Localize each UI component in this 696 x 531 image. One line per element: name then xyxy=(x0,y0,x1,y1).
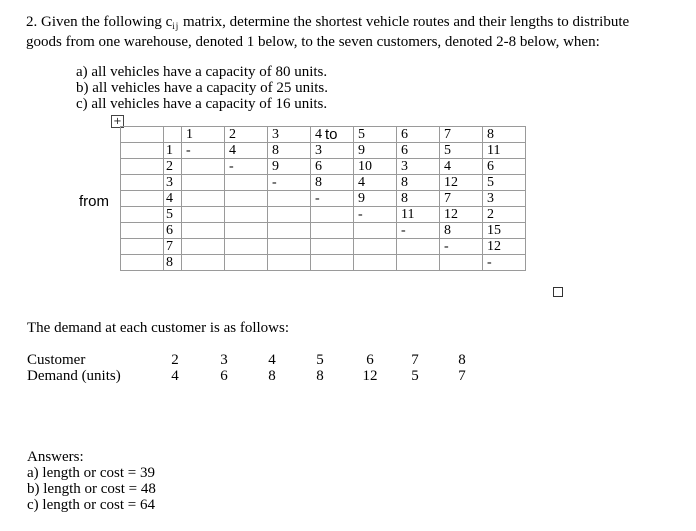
matrix-cell xyxy=(440,255,483,271)
table-move-handle-icon[interactable]: + xyxy=(111,115,124,128)
row-label: 4 xyxy=(164,191,182,207)
matrix-cell xyxy=(354,223,397,239)
matrix-cell xyxy=(311,223,354,239)
answer-b: b) length or cost = 48 xyxy=(27,481,156,497)
row-label: 2 xyxy=(164,159,182,175)
matrix-cell xyxy=(354,239,397,255)
matrix-cell: 3 xyxy=(311,143,354,159)
customer-value: 4 xyxy=(268,352,276,368)
matrix-corner-cell-2 xyxy=(164,127,182,143)
matrix-cell xyxy=(311,255,354,271)
answer-c: c) length or cost = 64 xyxy=(27,497,156,513)
matrix-row xyxy=(121,191,526,207)
answer-a: a) length or cost = 39 xyxy=(27,465,156,481)
customer-value: 2 xyxy=(171,352,179,368)
col-header-4: 4 xyxy=(311,127,354,143)
answers-title: Answers: xyxy=(27,449,84,465)
matrix-cell: 6 xyxy=(397,143,440,159)
row-label: 3 xyxy=(164,175,182,191)
matrix-cell xyxy=(182,223,225,239)
matrix-cell: 8 xyxy=(268,143,311,159)
matrix-row-spacer xyxy=(121,159,164,175)
matrix-cell: 3 xyxy=(397,159,440,175)
matrix-cell xyxy=(225,207,268,223)
matrix-cell xyxy=(268,239,311,255)
matrix-cell: 12 xyxy=(483,239,526,255)
matrix-cell: 11 xyxy=(483,143,526,159)
matrix-cell: 8 xyxy=(311,175,354,191)
option-c: c) all vehicles have a capacity of 16 units. xyxy=(76,96,328,112)
matrix-cell: - xyxy=(483,255,526,271)
matrix-cell xyxy=(225,175,268,191)
row-label: 8 xyxy=(164,255,182,271)
matrix-row-spacer xyxy=(121,191,164,207)
matrix-cell: 3 xyxy=(483,191,526,207)
matrix-cell: 8 xyxy=(397,191,440,207)
demand-value: 5 xyxy=(411,368,419,384)
matrix-cell xyxy=(182,159,225,175)
matrix-row xyxy=(121,143,526,159)
matrix-cell xyxy=(268,207,311,223)
demand-value: 8 xyxy=(316,368,324,384)
matrix-row xyxy=(121,255,526,271)
matrix-cell: - xyxy=(268,175,311,191)
question-text xyxy=(26,14,666,50)
demand-value: 8 xyxy=(268,368,276,384)
matrix-cell: - xyxy=(311,191,354,207)
matrix-cell xyxy=(182,255,225,271)
matrix-cell xyxy=(268,191,311,207)
matrix-cell: 4 xyxy=(354,175,397,191)
matrix-cell: 6 xyxy=(311,159,354,175)
matrix-cell: 8 xyxy=(440,223,483,239)
matrix-row-spacer xyxy=(121,239,164,255)
matrix-cell: 2 xyxy=(483,207,526,223)
matrix-cell: 6 xyxy=(483,159,526,175)
matrix-cell xyxy=(182,239,225,255)
col-header-2: 2 xyxy=(225,127,268,143)
matrix-cell: 8 xyxy=(397,175,440,191)
demand-label: Demand (units) xyxy=(27,368,121,384)
matrix-cell: - xyxy=(225,159,268,175)
row-label: 7 xyxy=(164,239,182,255)
option-b: b) all vehicles have a capacity of 25 units. xyxy=(76,80,328,96)
col-header-5: 5 xyxy=(354,127,397,143)
question-prefix: 2. Given the following xyxy=(26,14,166,30)
matrix-cell: 9 xyxy=(354,191,397,207)
matrix-cell: 12 xyxy=(440,175,483,191)
row-label: 1 xyxy=(164,143,182,159)
matrix-cell xyxy=(225,255,268,271)
demand-intro: The demand at each customer is as follows: xyxy=(27,320,290,336)
matrix-cell: 9 xyxy=(268,159,311,175)
demand-value: 4 xyxy=(171,368,179,384)
matrix-cell: - xyxy=(397,223,440,239)
matrix-row xyxy=(121,223,526,239)
matrix-cell xyxy=(225,223,268,239)
col-header-8: 8 xyxy=(483,127,526,143)
matrix-header-row xyxy=(121,127,526,143)
cij-symbol: $c_{ij}$ xyxy=(165,14,180,31)
matrix-row-spacer xyxy=(121,223,164,239)
cij-subscript: ij xyxy=(172,21,180,31)
matrix-cell xyxy=(182,175,225,191)
matrix-cell xyxy=(311,207,354,223)
matrix-row xyxy=(121,159,526,175)
customer-value: 6 xyxy=(366,352,374,368)
matrix-cell xyxy=(268,223,311,239)
demand-value: 12 xyxy=(362,368,378,384)
col-header-6: 6 xyxy=(397,127,440,143)
matrix-row-spacer xyxy=(121,255,164,271)
matrix-cell: 7 xyxy=(440,191,483,207)
answers-block xyxy=(27,449,156,513)
cost-matrix-table xyxy=(120,126,526,271)
matrix-cell: 5 xyxy=(440,143,483,159)
to-label: to xyxy=(325,126,338,143)
matrix-cell: - xyxy=(182,143,225,159)
matrix-row-spacer xyxy=(121,143,164,159)
question-suffix: matrix, determine the shortest vehicle routes and their lengths to distribute goods from one warehouse, denoted 1 below, to the seven customers, denoted 2-8 below, when: xyxy=(26,14,630,50)
matrix-row-spacer xyxy=(121,207,164,223)
matrix-cell xyxy=(225,239,268,255)
customer-value: 3 xyxy=(220,352,228,368)
matrix-cell xyxy=(225,191,268,207)
customer-value: 7 xyxy=(411,352,419,368)
matrix-cell xyxy=(182,207,225,223)
matrix-cell xyxy=(268,255,311,271)
matrix-cell xyxy=(311,239,354,255)
matrix-cell: 12 xyxy=(440,207,483,223)
matrix-row xyxy=(121,239,526,255)
matrix-row xyxy=(121,175,526,191)
row-label: 5 xyxy=(164,207,182,223)
matrix-cell: 4 xyxy=(440,159,483,175)
end-of-row-mark xyxy=(553,287,563,297)
matrix-cell: 4 xyxy=(225,143,268,159)
matrix-row-spacer xyxy=(121,175,164,191)
matrix-cell: - xyxy=(354,207,397,223)
demand-value: 7 xyxy=(458,368,466,384)
customer-value: 8 xyxy=(458,352,466,368)
matrix-cell: 9 xyxy=(354,143,397,159)
from-label: from xyxy=(79,193,109,210)
col-header-1: 1 xyxy=(182,127,225,143)
matrix-cell: 15 xyxy=(483,223,526,239)
row-label: 6 xyxy=(164,223,182,239)
matrix-cell xyxy=(182,191,225,207)
matrix-cell xyxy=(397,255,440,271)
demand-value: 6 xyxy=(220,368,228,384)
capacity-options xyxy=(76,64,328,112)
col-header-7: 7 xyxy=(440,127,483,143)
option-a: a) all vehicles have a capacity of 80 units. xyxy=(76,64,328,80)
matrix-cell: 10 xyxy=(354,159,397,175)
matrix-cell xyxy=(397,239,440,255)
matrix-cell: 11 xyxy=(397,207,440,223)
customer-value: 5 xyxy=(316,352,324,368)
matrix-row xyxy=(121,207,526,223)
matrix-cell xyxy=(354,255,397,271)
matrix-cell: - xyxy=(440,239,483,255)
matrix-corner-cell xyxy=(121,127,164,143)
matrix-cell: 5 xyxy=(483,175,526,191)
col-header-3: 3 xyxy=(268,127,311,143)
customer-label: Customer xyxy=(27,352,86,368)
